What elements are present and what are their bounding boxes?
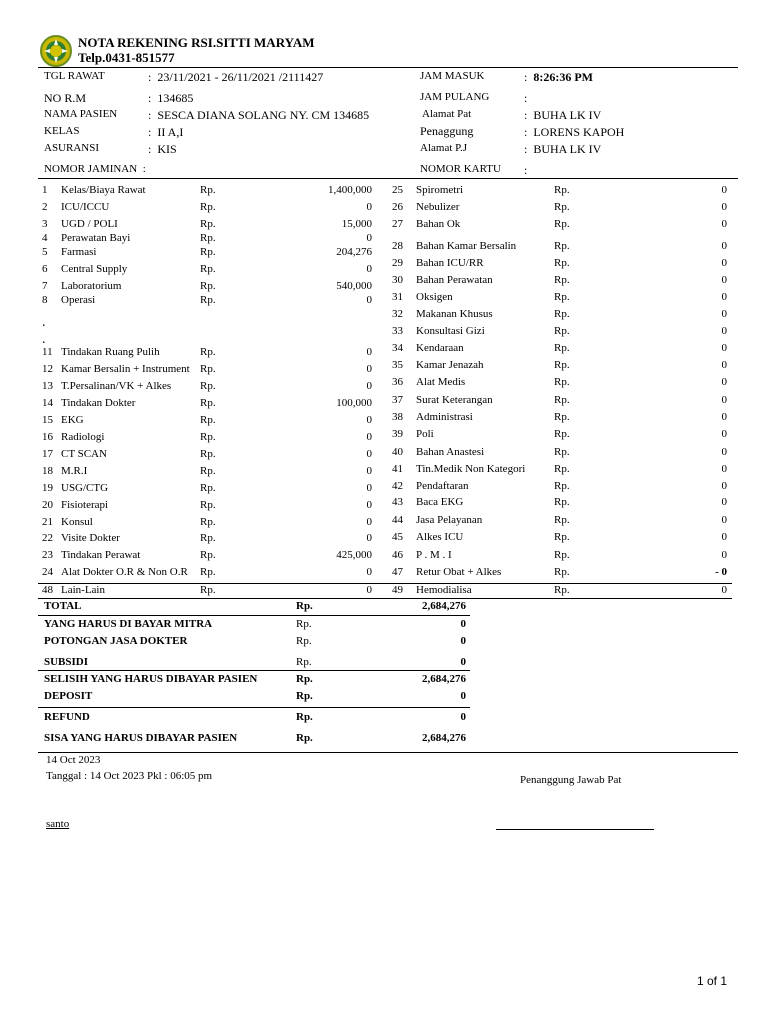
item-currency: Rp. [200,532,216,544]
item-value: 0 [721,394,727,406]
item-number: 18 [42,465,53,477]
item-number: 21 [42,516,53,528]
summary-currency: Rp. [296,656,312,668]
item-number: 48 [42,584,53,596]
item-number: 1 [42,184,48,196]
item-name: Tindakan Dokter [61,397,136,409]
item-number: 28 [392,240,403,252]
item-number: 32 [392,308,403,320]
item-currency: Rp. [200,201,216,213]
item-value: 0 [366,201,372,213]
item-value: 0 [366,516,372,528]
print-timestamp: Tanggal : 14 Oct 2023 Pkl : 06:05 pm [46,770,213,782]
item-value: 0 [721,549,727,561]
item-name: Makanan Khusus [416,308,493,320]
item-value: 425,000 [336,549,372,561]
item-currency: Rp. [554,359,570,371]
info-value: 8:26:36 PM [533,70,593,84]
info-label: Alamat P.J [420,142,468,154]
item-currency: Rp. [200,566,216,578]
item-currency: Rp. [200,280,216,292]
info-label: JAM MASUK [420,70,485,82]
item-number: 6 [42,263,48,275]
item-name: Kamar Jenazah [416,359,484,371]
item-name: Visite Dokter [61,532,120,544]
item-name: Radiologi [61,431,105,443]
item-value: 0 [366,363,372,375]
item-currency: Rp. [200,584,216,596]
item-name: Kelas/Biaya Rawat [61,184,146,196]
item-value: 0 [366,414,372,426]
info-value: SESCA DIANA SOLANG NY. CM 134685 [157,108,370,122]
item-name: Bahan Anastesi [416,446,485,458]
item-name: Laboratorium [61,280,122,292]
item-value: 0 [366,499,372,511]
item-value: 1,400,000 [328,184,372,196]
item-name: Tin.Medik Non Kategori [416,463,526,475]
item-value: 0 [721,514,727,526]
item-number: 29 [392,257,403,269]
summary-label: SUBSIDI [44,656,89,668]
item-number: 26 [392,201,403,213]
item-number: 30 [392,274,403,286]
item-value: 0 [721,584,727,596]
item-currency: Rp. [200,380,216,392]
item-number: 31 [392,291,403,303]
item-name: Kendaraan [416,342,464,354]
item-number: 20 [42,499,53,511]
item-value: - 0 [715,566,727,578]
item-value: 0 [721,240,727,252]
summary-currency: Rp. [296,635,312,647]
footer-date: 14 Oct 2023 [46,754,101,766]
item-currency: Rp. [554,201,570,213]
item-number: 35 [392,359,403,371]
summary-currency: Rp. [296,732,313,744]
item-value: 0 [721,463,727,475]
item-currency: Rp. [554,411,570,423]
item-number: 23 [42,549,53,561]
summary-label: SELISIH YANG HARUS DIBAYAR PASIEN [44,673,258,685]
item-value: 0 [721,325,727,337]
item-number: 44 [392,514,403,526]
item-name: Bahan Kamar Bersalin [416,240,517,252]
item-number: 25 [392,184,403,196]
item-number: 37 [392,394,403,406]
item-name: USG/CTG [61,482,109,494]
summary-label: REFUND [44,711,90,723]
item-value: 540,000 [336,280,372,292]
item-number: 45 [392,531,403,543]
item-name: Tindakan Ruang Pulih [61,346,160,358]
item-value: 0 [721,342,727,354]
item-name: Fisioterapi [61,499,109,511]
item-currency: Rp. [200,482,216,494]
item-value: 0 [721,531,727,543]
item-value: 0 [366,232,372,244]
page-number: 1 of 1 [697,974,728,988]
item-number: 12 [42,363,53,375]
item-number: 5 [42,246,48,258]
summary-value: 0 [460,690,466,702]
item-value: 0 [721,308,727,320]
summary-value: 2,684,276 [422,673,466,685]
item-value: 0 [721,496,727,508]
info-value: 23/11/2021 - 26/11/2021 /2111427 [157,70,324,84]
item-name: EKG [61,414,84,426]
info-value: II A,I [157,125,184,139]
item-name: Lain-Lain [61,584,105,596]
item-number: 15 [42,414,53,426]
item-currency: Rp. [200,294,216,306]
item-name: Konsul [61,516,93,528]
hospital-logo [40,35,72,67]
info-label: ASURANSI [44,142,100,154]
item-currency: Rp. [554,566,570,578]
item-number: 19 [42,482,53,494]
item-value: 0 [366,532,372,544]
item-name: Administrasi [416,411,473,423]
item-currency: Rp. [200,346,216,358]
item-value: 0 [721,184,727,196]
item-currency: Rp. [554,514,570,526]
item-name: Operasi [61,294,96,306]
item-number: 39 [392,428,403,440]
info-label: KELAS [44,125,80,137]
info-label: Alamat Pat [422,108,472,120]
item-number: 42 [392,480,403,492]
item-name: Poli [416,428,434,440]
item-number: 40 [392,446,403,458]
item-number: 36 [392,376,403,388]
item-name: Farmasi [61,246,97,258]
item-number: 3 [42,218,48,230]
item-value: 0 [366,294,372,306]
item-number: 33 [392,325,403,337]
item-value: 0 [721,218,727,230]
item-value: 0 [721,201,727,213]
item-number: 27 [392,218,403,230]
info-value: 134685 [157,91,194,105]
item-number: 34 [392,342,403,354]
item-value: 0 [721,411,727,423]
item-currency: Rp. [200,218,216,230]
info-label: TGL RAWAT [44,70,105,82]
info-value: LORENS KAPOH [533,125,625,139]
item-value: 0 [366,465,372,477]
info-value: KIS [157,142,177,156]
item-currency: Rp. [200,363,216,375]
summary-value: 2,684,276 [422,600,466,612]
item-currency: Rp. [200,184,216,196]
item-currency: Rp. [554,308,570,320]
summary-label: DEPOSIT [44,690,93,702]
info-value: BUHA LK IV [533,108,602,122]
item-value: 0 [721,446,727,458]
item-number: 11 [42,346,53,358]
item-currency: Rp. [200,465,216,477]
item-name: Perawatan Bayi [61,232,131,244]
item-name: Bahan Ok [416,218,461,230]
summary-value: 0 [460,656,466,668]
item-name: M.R.I [61,465,88,477]
info-label: NO R.M [44,91,87,105]
item-name: Pendaftaran [416,480,469,492]
item-number: 8 [42,294,48,306]
item-currency: Rp. [554,257,570,269]
ellipsis-dot: . [42,315,46,330]
item-currency: Rp. [554,291,570,303]
summary-currency: Rp. [296,711,313,723]
item-name: Jasa Pelayanan [416,514,483,526]
item-value: 0 [366,566,372,578]
item-currency: Rp. [200,232,216,244]
item-currency: Rp. [200,397,216,409]
item-number: 16 [42,431,53,443]
item-currency: Rp. [200,448,216,460]
item-name: Alkes ICU [416,531,464,543]
item-currency: Rp. [554,218,570,230]
info-label: NOMOR JAMINAN [44,163,138,175]
item-value: 0 [366,431,372,443]
summary-currency: Rp. [296,673,313,685]
item-currency: Rp. [554,394,570,406]
item-currency: Rp. [200,549,216,561]
item-name: Hemodialisa [416,584,472,596]
item-currency: Rp. [554,376,570,388]
item-name: Spirometri [416,184,464,196]
summary-label: SISA YANG HARUS DIBAYAR PASIEN [44,732,238,744]
item-value: 0 [366,346,372,358]
item-currency: Rp. [200,263,216,275]
item-name: Oksigen [416,291,453,303]
item-number: 38 [392,411,403,423]
item-name: UGD / POLI [61,218,118,230]
item-currency: Rp. [554,446,570,458]
info-value: BUHA LK IV [533,142,602,156]
item-value: 0 [366,448,372,460]
item-name: Surat Keterangan [416,394,493,406]
item-currency: Rp. [554,342,570,354]
item-number: 24 [42,566,53,578]
item-currency: Rp. [554,584,570,596]
item-number: 13 [42,380,53,392]
item-number: 22 [42,532,53,544]
item-number: 47 [392,566,403,578]
item-currency: Rp. [554,274,570,286]
item-number: 41 [392,463,403,475]
item-value: 100,000 [336,397,372,409]
item-currency: Rp. [554,325,570,337]
item-name: Bahan ICU/RR [416,257,484,269]
item-value: 0 [721,274,727,286]
item-value: 0 [366,380,372,392]
item-value: 0 [721,359,727,371]
item-value: 0 [721,376,727,388]
summary-currency: Rp. [296,600,313,612]
item-currency: Rp. [200,431,216,443]
document-title: NOTA REKENING RSI.SITTI MARYAM [78,35,315,50]
summary-currency: Rp. [296,690,313,702]
item-number: 2 [42,201,48,213]
item-name: Tindakan Perawat [61,549,141,561]
info-label: JAM PULANG [420,91,490,103]
item-currency: Rp. [554,531,570,543]
item-value: 0 [721,291,727,303]
item-currency: Rp. [200,516,216,528]
item-currency: Rp. [200,246,216,258]
signature-line [496,829,654,830]
responsible-label: Penanggung Jawab Pat [520,774,622,786]
item-currency: Rp. [554,240,570,252]
item-value: 15,000 [341,218,372,230]
item-name: Retur Obat + Alkes [416,566,502,578]
summary-value: 0 [460,711,466,723]
item-currency: Rp. [200,499,216,511]
cashier-name: santo [46,818,70,830]
info-label: Penaggung [420,124,474,138]
item-number: 17 [42,448,53,460]
item-value: 0 [721,480,727,492]
summary-value: 0 [460,618,466,630]
summary-label: TOTAL [44,600,82,612]
item-value: 0 [366,584,372,596]
item-name: Nebulizer [416,201,460,213]
summary-currency: Rp. [296,618,312,630]
hospital-phone: Telp.0431-851577 [78,50,175,65]
item-name: CT SCAN [61,448,107,460]
item-currency: Rp. [554,184,570,196]
item-name: Central Supply [61,263,128,275]
item-number: 46 [392,549,403,561]
item-value: 0 [366,482,372,494]
info-label: NAMA PASIEN [44,108,118,120]
ellipsis-dot: . [42,332,46,347]
item-value: 0 [721,428,727,440]
item-name: Alat Medis [416,376,466,388]
item-name: T.Persalinan/VK + Alkes [61,380,172,392]
item-number: 7 [42,280,48,292]
item-value: 0 [366,263,372,275]
item-name: Bahan Perawatan [416,274,493,286]
item-name: P . M . I [416,549,452,561]
item-number: 43 [392,496,403,508]
item-number: 49 [392,584,403,596]
item-value: 0 [721,257,727,269]
item-value: 204,276 [336,246,372,258]
summary-label: YANG HARUS DI BAYAR MITRA [44,618,213,630]
summary-label: POTONGAN JASA DOKTER [44,635,188,647]
item-currency: Rp. [554,428,570,440]
item-number: 4 [42,232,48,244]
item-number: 14 [42,397,53,409]
item-currency: Rp. [554,463,570,475]
item-currency: Rp. [554,480,570,492]
item-currency: Rp. [200,414,216,426]
item-name: Konsultasi Gizi [416,325,485,337]
item-name: Alat Dokter O.R & Non O.R [61,566,188,578]
item-currency: Rp. [554,549,570,561]
item-name: Kamar Bersalin + Instrument [61,363,190,375]
item-currency: Rp. [554,496,570,508]
item-name: Baca EKG [416,496,464,508]
summary-value: 2,684,276 [422,732,466,744]
summary-value: 0 [460,635,466,647]
info-label: NOMOR KARTU [420,163,501,175]
item-name: ICU/ICCU [61,201,110,213]
